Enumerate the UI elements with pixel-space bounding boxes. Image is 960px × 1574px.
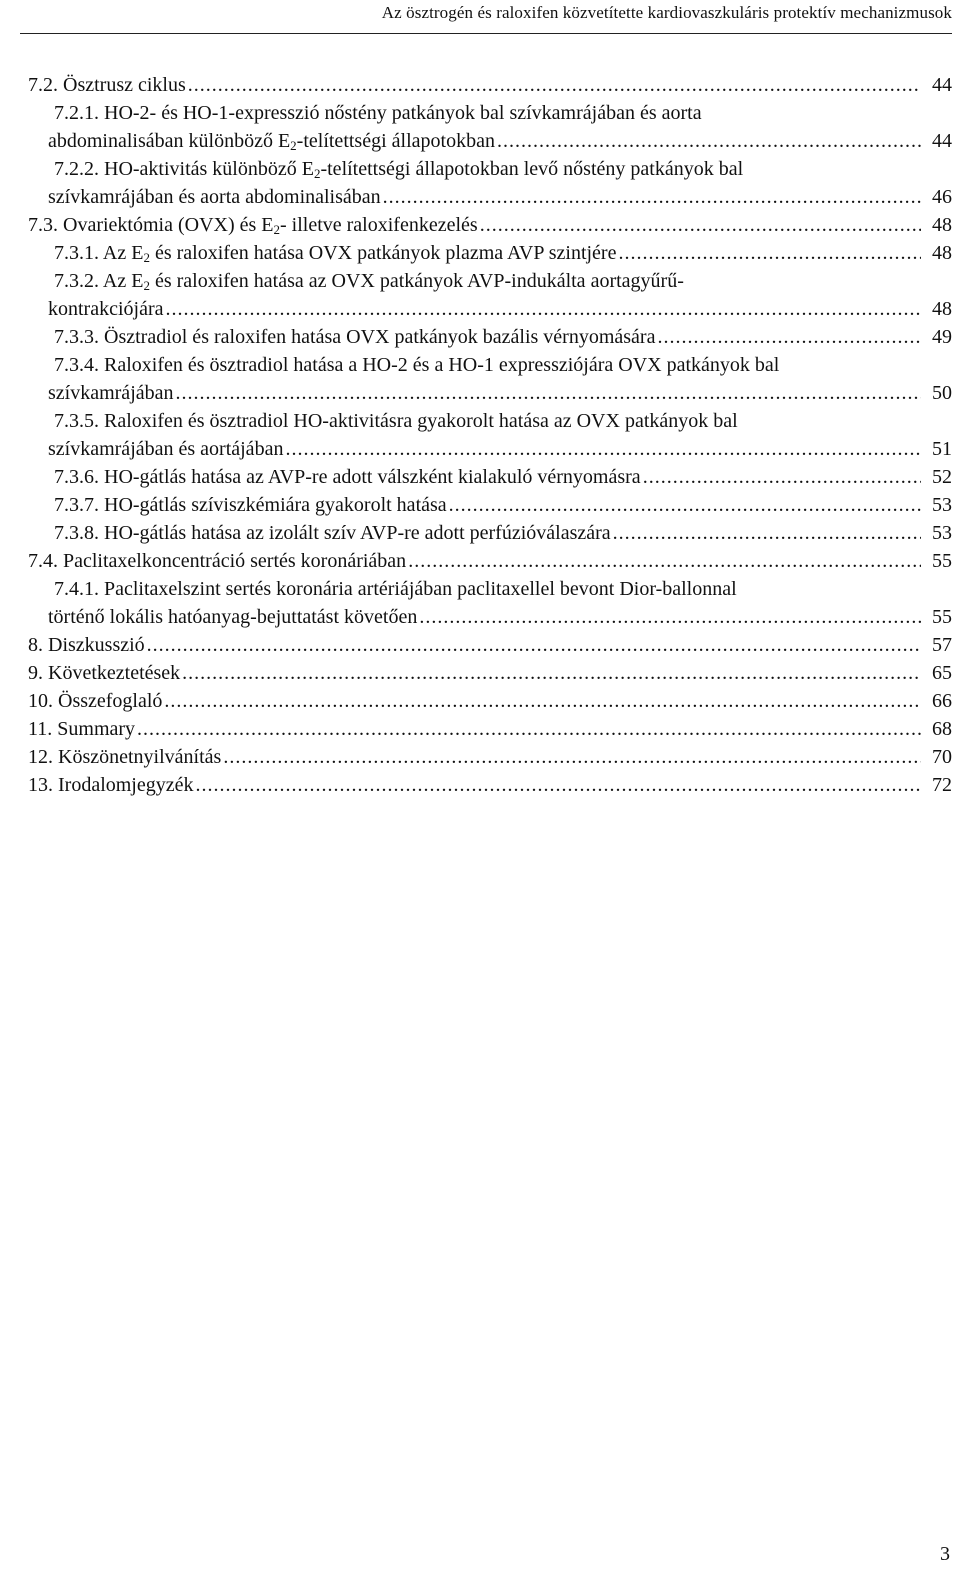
toc-entry-7-2-1[interactable] — [48, 127, 952, 155]
header-divider — [20, 33, 952, 34]
toc-entry-title: szívkamrájában és aortájában — [48, 438, 284, 460]
toc-page-number: 57 — [932, 634, 952, 656]
toc-entry-7-3-2[interactable] — [48, 295, 952, 323]
toc-page-number: 65 — [932, 662, 952, 684]
toc-entry-13[interactable] — [28, 771, 952, 799]
page-header — [0, 0, 960, 34]
toc-entry-title: szívkamrájában — [48, 382, 174, 404]
toc-entry-7-3-8[interactable] — [54, 519, 952, 547]
toc-page-number: 53 — [932, 494, 952, 516]
toc-leader-dots — [182, 659, 921, 687]
toc-page-number: 48 — [932, 242, 952, 264]
toc-leader-dots — [657, 323, 921, 351]
toc-entry-7-3-5-line1[interactable]: 7.3.5. Raloxifen és ösztradiol HO-aktivitásra gyakorolt hatása az OVX patkányok bal — [54, 410, 738, 432]
toc-leader-dots — [449, 491, 921, 519]
toc-page-number: 46 — [932, 186, 952, 208]
toc-entry-title — [28, 211, 478, 239]
toc-entry-7-3-7[interactable] — [54, 491, 952, 519]
toc-entry-10[interactable] — [28, 687, 952, 715]
toc-page-number: 55 — [932, 550, 952, 572]
toc-entry-7-4-1-line1[interactable]: 7.4.1. Paclitaxelszint sertés koronária artériájában paclitaxellel bevont Dior-ballonnal — [54, 578, 737, 600]
toc-page-number: 53 — [932, 522, 952, 544]
toc-entry-7-3-2-line1[interactable] — [54, 267, 684, 295]
toc-page-number: 44 — [932, 74, 952, 96]
toc-leader-dots — [188, 71, 921, 99]
toc-entry-title: 7.3.6. HO-gátlás hatása az AVP-re adott válszként kialakuló vérnyomásra — [54, 466, 641, 488]
toc-entry-7-2[interactable] — [28, 71, 952, 99]
title-part: - illetve raloxifenkezelés — [280, 214, 478, 236]
toc-leader-dots — [285, 435, 921, 463]
title-part: és raloxifen hatása az OVX patkányok AVP-indukálta aortagyűrű- — [149, 270, 684, 292]
toc-entry-title: 7.3.8. HO-gátlás hatása az izolált szív AVP-re adott perfúzióválaszára — [54, 522, 611, 544]
title-part: 7.2.2. HO-aktivitás különböző E — [54, 158, 314, 180]
toc-page-number: 55 — [932, 606, 952, 628]
toc-page-number: 44 — [932, 130, 952, 152]
toc-leader-dots — [383, 183, 921, 211]
toc-leader-dots — [480, 211, 921, 239]
toc-entry-7-2-2-line1[interactable] — [54, 155, 743, 183]
toc-page-number: 70 — [932, 746, 952, 768]
toc-entry-title: 7.4. Paclitaxelkoncentráció sertés koronáriában — [28, 550, 407, 572]
title-part: -telítettségi állapotokban levő nőstény patkányok bal — [320, 158, 744, 180]
toc-entry-7-4-1[interactable] — [48, 603, 952, 631]
toc-entry-7-4[interactable] — [28, 547, 952, 575]
toc-entry-title: 11. Summary — [28, 718, 136, 740]
toc-page-number: 49 — [932, 326, 952, 348]
toc-entry-title: 7.2. Ösztrusz ciklus — [28, 74, 186, 96]
toc-leader-dots — [176, 379, 922, 407]
toc-page-number: 51 — [932, 438, 952, 460]
toc-leader-dots — [223, 743, 921, 771]
toc-entry-title: 8. Diszkusszió — [28, 634, 145, 656]
subscript: 2 — [143, 278, 150, 293]
toc-leader-dots — [613, 519, 921, 547]
toc-leader-dots — [497, 127, 921, 155]
toc-entry-title: 10. Összefoglaló — [28, 690, 163, 712]
toc-leader-dots — [166, 295, 922, 323]
title-part: abdominalisában különböző E — [48, 130, 291, 152]
toc-page-number: 52 — [932, 466, 952, 488]
toc-entry-7-3-5[interactable] — [48, 435, 952, 463]
toc-entry-title: 7.3.3. Ösztradiol és raloxifen hatása OVX patkányok bazális vérnyomására — [54, 326, 656, 348]
toc-entry-7-2-1-line1[interactable]: 7.2.1. HO-2- és HO-1-expresszió nőstény patkányok bal szívkamrájában és aorta — [54, 102, 702, 124]
toc-entry-7-3-4-line1[interactable]: 7.3.4. Raloxifen és ösztradiol hatása a HO-2 és a HO-1 expressziójára OVX patkányok bal — [54, 354, 780, 376]
toc-page-number: 68 — [932, 718, 952, 740]
toc-leader-dots — [419, 603, 921, 631]
subscript: 2 — [143, 250, 150, 265]
toc-entry-7-3-6[interactable] — [54, 463, 952, 491]
subscript: 2 — [273, 222, 280, 237]
page-number: 3 — [940, 1543, 950, 1565]
toc-entry-11[interactable] — [28, 715, 952, 743]
toc-page-number: 48 — [932, 298, 952, 320]
toc-leader-dots — [643, 463, 921, 491]
toc-leader-dots — [164, 687, 921, 715]
toc-entry-title: történő lokális hatóanyag-bejuttatást követően — [48, 606, 418, 628]
toc-entry-7-3-1[interactable] — [54, 239, 952, 267]
toc-entry-title — [54, 239, 616, 267]
toc-leader-dots — [196, 771, 922, 799]
toc-entry-title: 13. Irodalomjegyzék — [28, 774, 194, 796]
toc-entry-7-2-2[interactable] — [48, 183, 952, 211]
toc-entry-12[interactable] — [28, 743, 952, 771]
title-part: -telítettségi állapotokban — [296, 130, 495, 152]
toc-page-number: 50 — [932, 382, 952, 404]
toc-page-number: 48 — [932, 214, 952, 236]
toc-leader-dots — [618, 239, 921, 267]
title-part: és raloxifen hatása OVX patkányok plazma AVP szintjére — [149, 242, 617, 264]
toc-entry-title: 12. Köszönetnyilvánítás — [28, 746, 222, 768]
toc-leader-dots — [408, 547, 921, 575]
toc-entry-title: szívkamrájában és aorta abdominalisában — [48, 186, 381, 208]
toc-entry-title: kontrakciójára — [48, 298, 164, 320]
toc-entry-7-3-4[interactable] — [48, 379, 952, 407]
toc-page-number: 66 — [932, 690, 952, 712]
toc-entry-title: 7.3.7. HO-gátlás szíviszkémiára gyakorolt hatása — [54, 494, 447, 516]
title-part: 7.3.1. Az E — [54, 242, 144, 264]
toc-entry-title — [48, 127, 495, 155]
toc-leader-dots — [147, 631, 921, 659]
toc-entry-title: 9. Következtetések — [28, 662, 181, 684]
running-title: Az ösztrogén és raloxifen közvetítette kardiovaszkuláris protektív mechanizmusok — [381, 3, 952, 22]
toc-entry-7-3-3[interactable] — [54, 323, 952, 351]
toc-entry-7-3[interactable] — [28, 211, 952, 239]
title-part: 7.3. Ovariektómia (OVX) és E — [28, 214, 274, 236]
title-part: 7.3.2. Az E — [54, 270, 144, 292]
subscript: 2 — [313, 166, 321, 181]
subscript: 2 — [290, 138, 297, 153]
toc-page-number: 72 — [932, 774, 952, 796]
toc-entry-9[interactable] — [28, 659, 952, 687]
toc-leader-dots — [137, 715, 921, 743]
toc-entry-8[interactable] — [28, 631, 952, 659]
